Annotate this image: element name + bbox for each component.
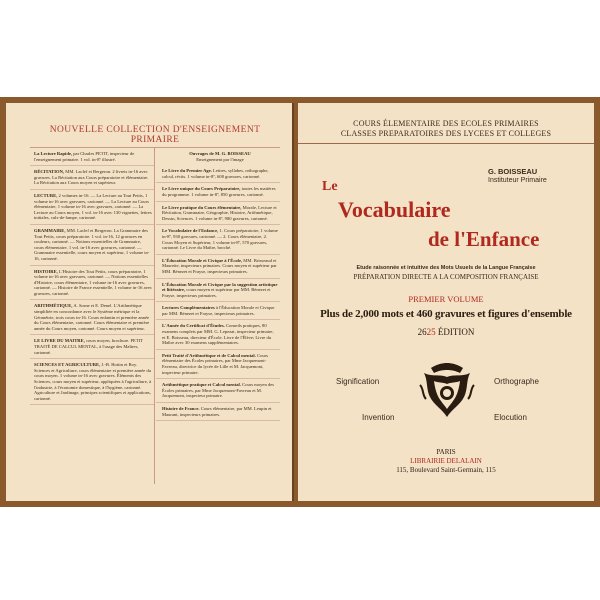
publisher-emblem-icon [416,359,478,421]
catalog-entry [30,266,154,301]
entry-text: A. Sorne et E. Denel. L'Arithmétique simplifiée en concordance avec le Système métrique et la Géométrie, trois cours in-16. Cours enfantin et première année du Cours élémentaire, cartonné. Cours élémentaire et première année du Cours moyen, cartonné. Cours moyen et supérieur. [34,303,150,331]
author-role: Instituteur Primaire [488,177,547,184]
word-count-line: Plus de 2,000 mots et 460 gravures et figures d'ensemble [320,308,572,320]
entry-text: Enseignement par l'image [196,156,244,162]
entry-text: 1. Cours préparatoire, 1 volume in-8º, 930 gravures, cartonné. — 2. Cours élémentaire, 2. Cours Moyen et Supérieur, 1 volume in-8º, 570 gravures, cartonné. Le Livre du Maître, broché. [162,228,278,251]
catalog-entry [30,166,154,190]
volume-label: PREMIER VOLUME [408,294,484,304]
collection-title: NOUVELLE COLLECTION D'ENSEIGNEMENT PRIMAIRE [49,125,261,145]
label-elocution: Elocution [494,413,527,422]
publisher-name: LIBRAIRIE DELALAIN [410,457,482,465]
entry-text: cours moyen et supérieur par MM. Bénezet et Frayse, inspecteurs primaires. [162,287,271,298]
catalog-entry [156,183,280,201]
subtitle-preparation: PRÉPARATION DIRECTE A LA COMPOSITION FRANÇAISE [353,273,539,281]
author-block [488,167,547,185]
entry-heading: Le Livre du Premier Age. [162,168,212,174]
entry-heading: LE LIVRE DU MAITRE, [34,338,85,344]
label-invention: Invention [362,413,395,422]
entry-heading: L'Éducation Morale et Civique par la suggestion artistique et littéraire, [162,281,278,293]
catalog-entry [156,379,280,403]
header-divider [298,143,594,144]
entry-text: Cours élémentaire des Écoles primaires, par Mme Jacquemont-Favreau, directrice du lycée de Lille et M. Jacquemont, inspecteur primaire. [162,352,268,375]
open-book [0,97,600,507]
entry-heading: LECTURE, [34,192,58,198]
entry-heading: HISTOIRE, [34,268,58,274]
publisher-block [298,448,594,475]
entry-heading: GRAMMAIRE, [34,227,66,233]
catalog-list [30,113,280,483]
entry-heading: SCIENCES ET AGRICULTURE, [34,362,101,368]
catalog-entry [156,148,280,165]
title-enfance: de l'Enfance [428,227,540,251]
entry-heading: L'Éducation Morale et Civique à l'École, [162,257,243,263]
catalog-entry [30,335,154,359]
subtitle-study: Etude raisonnée et intuitive des Mots Usuels de la Langue Française [356,265,536,271]
edition-number: 26 [417,327,427,337]
edition-overprint: 25 [426,327,436,337]
catalog-entry [30,148,154,166]
entry-heading: La Lecture Rapide, [34,151,73,156]
catalog-entry [156,279,280,303]
entry-text: par Charles PETIT, inspecteur de l'enseignement primaire. 1 vol. in-8º illustré. [34,151,135,162]
entry-text: Cours élémentaire, par MM. Leupin et Maurant, inspecteurs primaires. [162,406,272,417]
entry-heading: Lectures Complémentaires [162,305,215,311]
title-le: Le [322,179,338,194]
publisher-address: 115, Boulevard Saint-Germain, 115 [396,466,496,474]
entry-heading: RÉCITATION, [34,169,65,175]
entry-heading: Le Livre pratique du Cours élémentaire, [162,204,242,210]
publisher-city: PARIS [436,448,456,456]
entry-text: MM. Laclef et Bergeron. La Grammaire des Tout Petits, cours préparatoire. 1 vol. in-16, 12 gravures en couleurs, cartonné. — Notions essentielles de Grammaire, cours élémentaire, 1 vol. in-16 avec gravures, cartonné. — Grammaire essentielle, cours moyen et supérieur, 1 volume in-16, cartonné. [34,227,150,261]
catalog-entry [156,255,280,279]
entry-text: à l'Éducation Morale et Civique par MM. Bénezet et Frayse, inspecteurs primaires. [162,305,275,316]
course-line-2: CLASSES PREPARATOIRES DES LYCEES ET COLLEGES [340,129,552,138]
entry-text: MM. Brisseaud et Maurette, inspecteurs primaires. Cours moyen et supérieur par MM. Bénezet et Frayse, inspecteurs primaires. [162,257,277,274]
entry-text: L'Histoire des Tout Petits, cours préparatoire, 1 volume in-16 avec gravures, cartonné. — Notions essentielles d'Histoire, cours élémentaire, 1 volume in-16 avec gravures, cartonné. — Histoire de France essentielle, 1 volume in-16 avec gravures, cartonné. [34,268,152,296]
entry-heading: Ouvrages de M. G. BOISSEAU [189,151,251,156]
title-vocabulaire: Vocabulaire [338,197,451,222]
entry-heading: ARITHMÉTIQUE, [34,303,73,309]
entry-heading: Histoire de France. [162,406,200,411]
entry-heading: Le Livre unique du Cours Préparatoire, [162,186,241,192]
entry-heading: Petit Traité d'Arithmétique et de Calcul mental. [162,352,256,358]
left-page [6,103,294,501]
catalog-right-column [156,148,280,484]
entry-text: J.-B. Hottin et Roy. Sciences et Agriculture, cours élémentaire et première année du cours moyen. 1 volume in-16 avec gravures. Éléments des Sciences, cours moyen et supérieur, appliquées à l'agriculture, à l'industrie, à l'économie domestique, à l'hygiène, cartonné. Agriculture et Jardinage, principes scientifiques et applications, cartonné. [34,362,152,401]
catalog-entry [30,300,154,335]
catalog-entry [156,165,280,183]
entry-text: toutes les matières du programme. 1 volume in-8º, 850 gravures, cartonné. [162,186,276,197]
entry-heading: Le Vocabulaire de l'Enfance, [162,228,219,234]
catalog-grid [30,147,280,484]
title-page [298,103,594,501]
label-signification: Signification [336,377,380,386]
catalog-entry [30,225,154,266]
catalog-entry [30,359,154,405]
catalog-entry [30,190,154,225]
entry-text: cours moyen, brochure. PETIT TRAITÉ DE CALCUL MENTAL, à l'usage des Maîtres, cartonné. [34,338,143,355]
course-line-1: COURS ÉLEMENTAIRE DES ECOLES PRIMAIRES [353,119,539,128]
entry-text: 2 volumes in-16. — La Lecture au Tout Petits, 1 volume in-16 avec gravures, cartonné. — La Lecture au Cours élémentaire, 1 volume in-16 avec gravures, cartonné. — La Lecture au Cours moyen, 1 vol. in-16 avec 130 vignettes, lettres initiales, culs-de-lampe, cartonné. [34,192,152,221]
entry-text: Lettres, syllabes, orthographe, calcul, récits. 1 volume in-8º, 608 gravures, cartonné. [162,168,269,179]
author-name: G. BOISSEAU [488,167,538,176]
edition-line [298,327,594,337]
catalog-entry [156,350,280,379]
course-header [298,119,594,139]
catalog-entry [156,320,280,349]
entry-heading: Arithmétique pratique et Calcul mental. [162,382,241,388]
catalog-entry [156,202,280,226]
entry-text: Cours moyen des Écoles primaires, par Mme Jacquemont-Favreau et M. Jacquemont, inspecteur primaire. [162,382,275,399]
catalog-left-column [30,148,155,484]
catalog-entry [156,403,280,421]
entry-text: Morale, Lecture et Récitation, Grammaire, Géographie, Histoire, Arithmétique, Dessin, Sciences. 1 volume in-8º, 980 gravures, cartonné. [162,204,277,221]
entry-heading: L'Année du Certificat d'Études. [162,323,225,329]
entry-text: MM. Laclef et Bergeron. 2 livrets in-16 avec gravures. La Récitation aux Cours préparatoire et élémentaire. La Récitation aux Cours moyen et supérieur. [34,169,149,186]
edition-word: ÉDITION [437,327,475,337]
catalog-entry [156,302,280,320]
catalog-entry [156,225,280,254]
entry-text: Conseils pratiques, 80 examens complets par MM. G. Lepezat, inspecteur primaire, et E. Boisseau, directeur d'École. Livre de l'Élève; Livre du Maître avec 30 examens supplémentaires. [162,323,274,346]
label-orthographe: Orthographe [494,377,539,386]
